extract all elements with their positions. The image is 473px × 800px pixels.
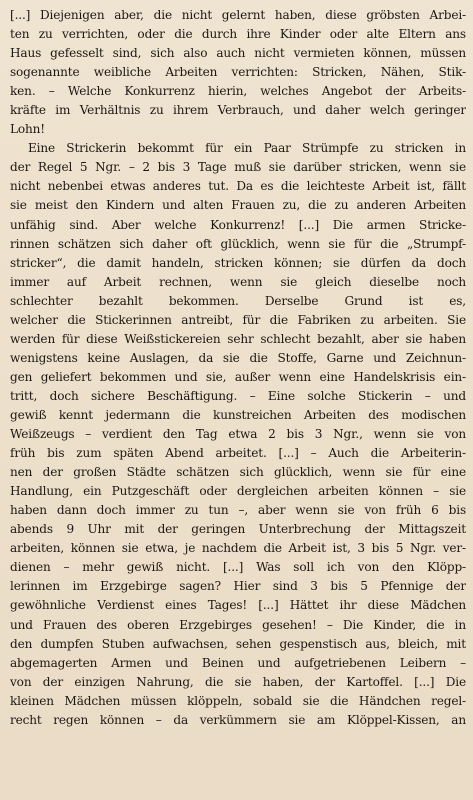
text-line: gewiß kennt jedermann die kunstreichen Arbeiten des modischen: [10, 407, 466, 422]
text-line: tritt, doch sichere Beschäftigung. – Eine solche Stickerin – und: [10, 388, 466, 403]
text-line: früh bis zum späten Abend arbeitet. [...] – Auch die Arbeiterin-: [10, 446, 466, 461]
text-line: Weißzeugs – verdient den Tag etwa 2 bis 3 Ngr., wenn sie von: [10, 427, 466, 442]
text-line: von der einzigen Nahrung, die sie haben, der Kartoffel. [...] Die: [10, 674, 466, 689]
text-line: gen geliefert bekommen und sie, außer wenn eine Handelskrisis ein-: [10, 369, 466, 384]
text-line: Haus gefesselt sind, sich also auch nicht vermieten können, müssen: [10, 46, 466, 61]
text-line: Eine Strickerin bekommt für ein Paar Strümpfe zu stricken in: [28, 141, 466, 156]
text-line: abends 9 Uhr mit der geringen Unterbrechung der Mittagszeit: [10, 522, 466, 537]
text-line: recht regen können – da verkümmern sie am Klöppel-Kissen, an: [10, 712, 466, 727]
text-line: ten zu verrichten, oder die durch ihre Kinder oder alte Eltern ans: [10, 27, 466, 42]
text-line: kräfte im Verhältnis zu ihrem Verbrauch, und daher welch geringer: [10, 103, 466, 118]
text-line: welcher die Stickerinnen antreibt, für die Fabriken zu arbeiten. Sie: [10, 312, 466, 327]
text-line: stricker“, die damit handeln, stricken können; sie dürfen da doch: [10, 255, 466, 270]
text-line: immer auf Arbeit rechnen, wenn sie gleich dieselbe noch: [10, 274, 466, 289]
text-line: ken. – Welche Konkurrenz hierin, welches Angebot der Arbeits-: [10, 84, 466, 99]
text-line: nen der großen Städte schätzen sich glücklich, wenn sie für eine: [10, 465, 466, 480]
text-line: nicht nebenbei etwas anderes tut. Da es die leichteste Arbeit ist, fällt: [10, 179, 466, 194]
document-body: [10, 6, 466, 730]
text-line: dienen – mehr gewiß nicht. [...] Was soll ich von den Klöpp-: [10, 560, 466, 575]
text-line: rinnen schätzen sich daher oft glücklich, wenn sie für die „Strumpf-: [10, 236, 466, 251]
text-line: kleinen Mädchen müssen klöppeln, sobald sie die Händchen regel-: [10, 693, 466, 708]
text-line: lerinnen im Erzgebirge sagen? Hier sind 3 bis 5 Pfennige der: [10, 579, 466, 594]
text-line: der Regel 5 Ngr. – 2 bis 3 Tage muß sie darüber stricken, wenn sie: [10, 160, 466, 175]
text-line: schlechter bezahlt bekommen. Derselbe Grund ist es,: [10, 293, 466, 308]
text-line: werden für diese Weißstickereien sehr schlecht bezahlt, aber sie haben: [10, 331, 466, 346]
text-line: den dumpfen Stuben aufwachsen, sehen gespenstisch aus, bleich, mit: [10, 636, 466, 651]
text-line: haben dann doch immer zu tun –, aber wenn sie von früh 6 bis: [10, 503, 466, 518]
text-line: gewöhnliche Verdienst eines Tages! [...] Hättet ihr diese Mädchen: [10, 598, 466, 613]
text-line: unfähig sind. Aber welche Konkurrenz! [...] Die armen Stricke-: [10, 217, 466, 232]
text-line: Lohn!: [10, 122, 45, 137]
text-line: sie meist den Kindern und alten Frauen zu, die zu anderen Arbeiten: [10, 198, 466, 213]
text-line: wenigstens keine Auslagen, da sie die Stoffe, Garne und Zeichnun-: [10, 350, 466, 365]
text-line: abgemagerten Armen und Beinen und aufgetriebenen Leibern –: [10, 655, 466, 670]
text-line: Handlung, ein Putzgeschäft oder dergleichen arbeiten können – sie: [10, 484, 466, 499]
text-line: [...] Diejenigen aber, die nicht gelernt haben, diese gröbsten Arbei-: [10, 8, 466, 22]
text-line: sogenannte weibliche Arbeiten verrichten: Stricken, Nähen, Stik-: [10, 65, 466, 80]
text-line: arbeiten, können sie etwa, je nachdem die Arbeit ist, 3 bis 5 Ngr. ver-: [10, 541, 466, 556]
text-line: und Frauen des oberen Erzgebirges gesehen! – Die Kinder, die in: [10, 617, 466, 632]
